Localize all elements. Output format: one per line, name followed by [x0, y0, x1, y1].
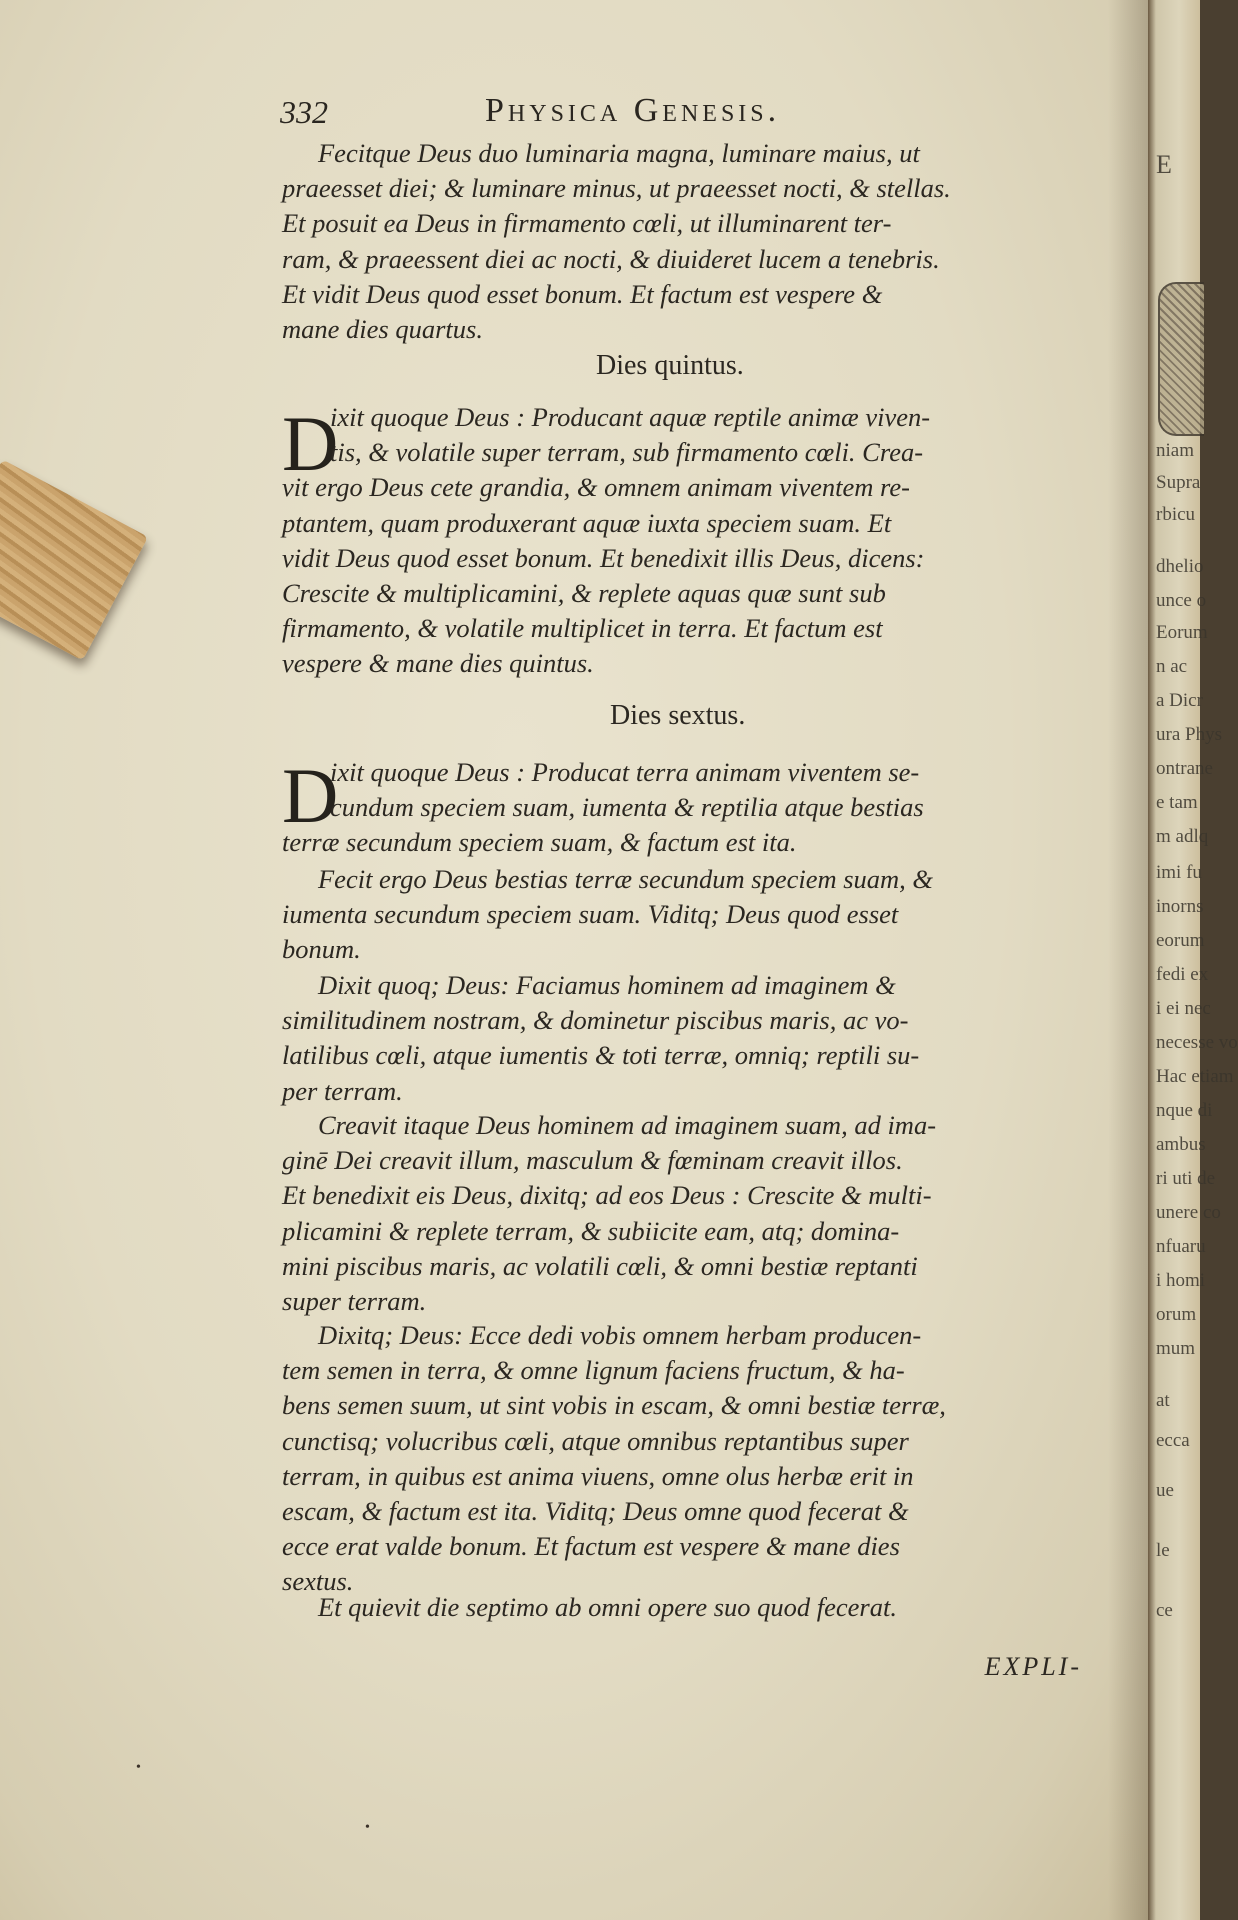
- next-page-text: unere co: [1156, 1202, 1221, 1223]
- next-page-text: a Dicr: [1156, 690, 1203, 711]
- next-page-text: e tam: [1156, 792, 1198, 813]
- wooden-page-clip: [0, 459, 148, 660]
- text-line: latilibus cœli, atque iumentis & toti terræ, omniq; reptili su-: [282, 1040, 920, 1071]
- running-head: Physica Genesis.: [485, 92, 781, 129]
- next-page-text: n ac: [1156, 656, 1188, 677]
- text-line: vespere & mane dies quintus.: [282, 648, 594, 679]
- next-page-text: i ei nec: [1156, 998, 1211, 1019]
- paragraph-creavit-hominem: [282, 1108, 1082, 1319]
- next-page-text: ue: [1156, 1480, 1174, 1501]
- text-line: ram, & praeessent diei ac nocti, & diuideret lucem a tenebris.: [282, 243, 940, 274]
- next-page-text: nque di: [1156, 1100, 1213, 1121]
- heading-dies-sextus: Dies sextus.: [610, 700, 746, 731]
- text-line: bonum.: [282, 934, 361, 965]
- next-page-text: Eorum: [1156, 622, 1208, 643]
- paragraph-day-four: [282, 136, 1082, 347]
- next-page-text: Supra: [1156, 472, 1201, 493]
- text-line: firmamento, & volatile multiplicet in terra. Et factum est: [282, 613, 883, 644]
- paragraph-day-six-opening: [282, 752, 1082, 861]
- next-page-text: ri uti de: [1156, 1168, 1216, 1189]
- page-number: 332: [280, 94, 328, 130]
- next-page-text: fedi ex: [1156, 964, 1209, 985]
- text-line: mane dies quartus.: [282, 314, 483, 345]
- ink-speck: •: [365, 1820, 370, 1835]
- next-page-text: necesse vo: [1156, 1032, 1238, 1053]
- ornament-fragment: [1158, 282, 1204, 436]
- text-line: vit ergo Deus cete grandia, & omnem animam viventem re-: [282, 472, 910, 503]
- text-line: praeesset diei; & luminare minus, ut praeesset nocti, & stellas.: [282, 173, 951, 204]
- catchword: EXPLI-: [984, 1652, 1082, 1681]
- text-line: Et quievit die septimo ab omni opere suo quod fecerat.: [318, 1592, 897, 1622]
- next-page-text: mum: [1156, 1338, 1196, 1359]
- text-line: Fecitque Deus duo luminaria magna, luminare maius, ut: [318, 138, 920, 168]
- text-line: cunctisq; volucribus cœli, atque omnibus reptantibus super: [282, 1425, 909, 1456]
- text-line: Crescite & multiplicamini, & replete aquas quæ sunt sub: [282, 578, 886, 609]
- next-page-text: at: [1156, 1390, 1170, 1411]
- text-line: Et posuit ea Deus in firmamento cœli, ut illuminarent ter-: [282, 208, 892, 239]
- next-page-text: ura Phys: [1156, 724, 1222, 745]
- page-header: [280, 88, 1080, 138]
- text-line: Dixitq; Deus: Ecce dedi vobis omnem herbam producen-: [318, 1320, 922, 1350]
- paragraph-ecce-dedi: [282, 1318, 1082, 1600]
- text-line: tis, & volatile super terram, sub firmamento cœli. Crea-: [330, 437, 924, 468]
- next-page-text: ambus: [1156, 1134, 1206, 1155]
- text-line: Creavit itaque Deus hominem ad imaginem suam, ad ima-: [318, 1110, 937, 1140]
- text-line: ecce erat valde bonum. Et factum est vespere & mane dies: [282, 1531, 900, 1562]
- next-page-text: inorns: [1156, 896, 1204, 917]
- next-page-text: eorum: [1156, 930, 1205, 951]
- next-page-text: le: [1156, 1540, 1170, 1561]
- text-line: sextus.: [282, 1566, 354, 1597]
- next-page-text: E: [1156, 150, 1172, 179]
- text-line: ixit quoque Deus : Producat terra animam viventem se-: [330, 757, 920, 787]
- text-line: bens semen suum, ut sint vobis in escam, & omni bestiæ terræ,: [282, 1390, 946, 1421]
- text-line: Et benedixit eis Deus, dixitq; ad eos Deus : Crescite & multi-: [282, 1180, 932, 1211]
- text-line: per terram.: [282, 1075, 403, 1106]
- next-page-text: orum: [1156, 1304, 1197, 1325]
- next-page-text: i homi: [1156, 1270, 1206, 1291]
- text-line: ginē Dei creavit illum, masculum & fœminam creavit illos.: [282, 1145, 903, 1176]
- text-line: super terram.: [282, 1286, 427, 1317]
- adjacent-page-edge: [1148, 0, 1238, 1920]
- next-page-text: imi fu: [1156, 862, 1202, 883]
- text-line: Fecit ergo Deus bestias terræ secundum speciem suam, &: [318, 864, 934, 894]
- text-line: iumenta secundum speciem suam. Viditq; Deus quod esset: [282, 899, 899, 930]
- next-page-text: ce: [1156, 1600, 1173, 1621]
- next-page-text: dhelio: [1156, 556, 1204, 577]
- next-page-text: unce o: [1156, 590, 1207, 611]
- next-page-text: ecca: [1156, 1430, 1190, 1451]
- next-page-text: niam: [1156, 440, 1194, 461]
- paragraph-beasts: [282, 862, 1082, 968]
- next-page-text: ontrane: [1156, 758, 1213, 779]
- drop-cap: D: [282, 400, 339, 487]
- text-line: escam, & factum est ita. Viditq; Deus omne quod fecerat &: [282, 1496, 909, 1527]
- paragraph-quievit: [282, 1590, 1082, 1625]
- text-line: plicamini & replete terram, & subiicite eam, atq; domina-: [282, 1215, 900, 1246]
- next-page-text: Hac etiam: [1156, 1066, 1234, 1087]
- next-page-text: m adlq: [1156, 826, 1209, 847]
- text-line: terram, in quibus est anima viuens, omne olus herbæ erit in: [282, 1460, 914, 1491]
- text-line: vidit Deus quod esset bonum. Et benedixit illis Deus, dicens:: [282, 542, 925, 573]
- text-line: ptantem, quam produxerant aquæ iuxta speciem suam. Et: [282, 507, 892, 538]
- text-line: Et vidit Deus quod esset bonum. Et factum est vespere &: [282, 278, 883, 309]
- text-line: mini piscibus maris, ac volatili cœli, & omni bestiæ reptanti: [282, 1250, 918, 1281]
- drop-cap: D: [282, 752, 339, 839]
- next-page-text: rbicu: [1156, 504, 1196, 525]
- text-line: Dixit quoq; Deus: Faciamus hominem ad imaginem &: [318, 970, 896, 1000]
- ink-speck: •: [136, 1760, 141, 1775]
- heading-dies-quintus: Dies quintus.: [596, 350, 744, 381]
- paragraph-faciamus-hominem: [282, 968, 1082, 1109]
- paragraph-day-five: [282, 400, 1082, 682]
- text-line: cundum speciem suam, iumenta & reptilia atque bestias: [330, 792, 924, 823]
- text-line: ixit quoque Deus : Producant aquæ reptile animæ viven-: [330, 402, 931, 432]
- text-line: tem semen in terra, & omne lignum faciens fructum, & ha-: [282, 1355, 905, 1386]
- text-line: terræ secundum speciem suam, & factum est ita.: [282, 827, 797, 858]
- text-line: similitudinem nostram, & dominetur piscibus maris, ac vo-: [282, 1005, 909, 1036]
- next-page-text: nfuaru: [1156, 1236, 1206, 1257]
